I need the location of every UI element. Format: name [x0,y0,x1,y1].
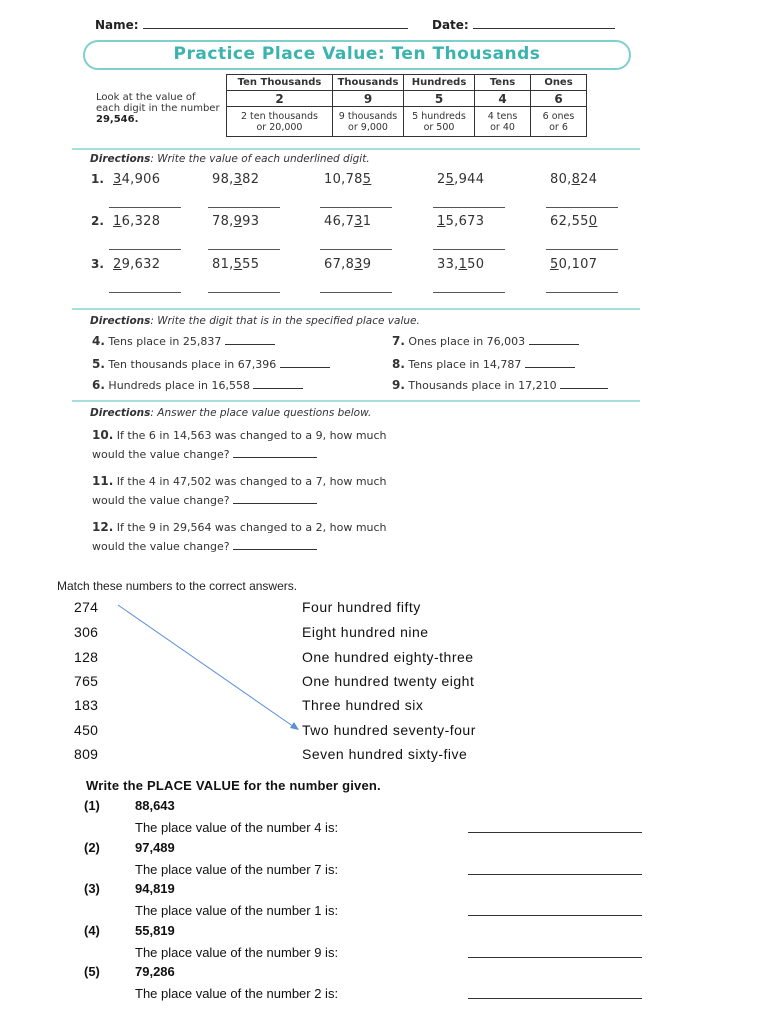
directions-text: : Answer the place value questions below. [150,407,372,419]
item-label: (1) [84,798,100,813]
match-number[interactable]: 274 [74,599,99,615]
table-header: Tens [475,75,531,91]
match-answer[interactable]: Three hundred six [302,697,424,713]
table-digit: 6 [531,91,587,107]
digits: ,944 [454,172,485,187]
underlined-digit: 1 [458,257,468,272]
question-number: 12. [92,520,114,534]
question-number: 7. [392,334,405,348]
question-text: Thousands place in 17,210 [408,379,557,392]
row-number: 1. [91,172,104,186]
table-digit: 5 [404,91,475,107]
explanation-line: 2 ten thousands [240,110,319,122]
explanation-line: or 40 [490,121,515,133]
table-header: Thousands [333,75,404,91]
digits: 4,906 [121,172,161,187]
match-number[interactable]: 765 [74,673,99,689]
question-text: Tens place in 25,837 [108,335,222,348]
question-number: 9. [392,378,405,392]
match-number[interactable]: 306 [74,624,99,640]
row-number: 2. [91,214,104,228]
underlined-digit: 1 [113,214,122,229]
answer-line[interactable] [468,998,642,999]
table-digit: 2 [227,91,333,107]
digits: 5,673 [445,214,485,229]
match-answer[interactable]: Seven hundred sixty-five [302,746,468,762]
answer-line[interactable] [468,832,642,833]
question-text: Ones place in 76,003 [408,335,526,348]
underlined-digit: 3 [354,214,363,229]
explanation-line: 6 ones [542,110,575,122]
digits: 78, [212,214,234,229]
question-number: 11. [92,474,114,488]
question-text: If the 4 in 47,502 was changed to a 7, how much [116,475,387,488]
match-number[interactable]: 128 [74,649,99,665]
match-arrow-line [118,605,297,729]
digits: 6,328 [121,214,161,229]
explanation-line: or 500 [423,121,455,133]
item-question: The place value of the number 9 is: [135,945,339,960]
digits: 98, [212,172,234,187]
intro-number: 29,546. [96,114,139,125]
underlined-digit: 3 [113,172,122,187]
question-text: would the value change? [92,448,230,461]
underlined-digit: 3 [233,172,243,187]
table-digit: 4 [475,91,531,107]
question-text: Tens place in 14,787 [408,358,522,371]
match-arrow-head [290,722,299,730]
item-label: (4) [84,923,100,938]
question-text: If the 9 in 29,564 was changed to a 2, how much [116,521,387,534]
question-text: Ten thousands place in 67,396 [108,358,277,371]
item-number: 88,643 [135,798,175,813]
explanation-line: or 20,000 [256,121,303,133]
digits: 24 [580,172,598,187]
underlined-digit: 1 [437,214,446,229]
underlined-digit: 9 [233,214,243,229]
underlined-digit: 5 [445,172,455,187]
question-text: would the value change? [92,494,230,507]
question-text: Hundreds place in 16,558 [108,379,250,392]
digits: 50 [467,257,485,272]
item-number: 55,819 [135,923,175,938]
directions-label: Directions [90,315,151,327]
match-answer[interactable]: One hundred twenty eight [302,673,475,689]
name-label: Name: [95,18,139,32]
digits: 82 [242,172,260,187]
question-number: 8. [392,357,405,371]
underlined-digit: 8 [571,172,581,187]
digits: 33, [437,257,459,272]
explanation-line: or 6 [549,121,568,133]
digits: 67,8 [324,257,355,272]
item-question: The place value of the number 2 is: [135,986,339,1001]
digits: 0,107 [558,257,598,272]
answer-line[interactable] [468,957,642,958]
worksheet-title: Practice Place Value: Ten Thousands [83,40,631,70]
date-label: Date: [432,18,469,32]
item-number: 97,489 [135,840,175,855]
digits: 46,7 [324,214,355,229]
digits: 2 [437,172,446,187]
match-number[interactable]: 183 [74,697,99,713]
digits: 81, [212,257,234,272]
place-value-title: Write the PLACE VALUE for the number given. [86,778,381,793]
match-number[interactable]: 809 [74,746,99,762]
match-answer[interactable]: Eight hundred nine [302,624,429,640]
row-number: 3. [91,257,104,271]
table-header: Hundreds [404,75,475,91]
table-header: Ten Thousands [227,75,333,91]
digits: 10,78 [324,172,363,187]
digits: 1 [362,214,372,229]
match-answer[interactable]: One hundred eighty-three [302,649,474,665]
item-label: (3) [84,881,100,896]
question-number: 5. [92,357,105,371]
digits: 93 [242,214,260,229]
digits: 62,55 [550,214,589,229]
explanation-line: 5 hundreds [412,110,466,122]
digits: 55 [242,257,260,272]
item-label: (2) [84,840,100,855]
underlined-digit: 2 [113,257,122,272]
directions-label: Directions [90,153,151,165]
question-number: 4. [92,334,105,348]
question-text: If the 6 in 14,563 was changed to a 9, how much [116,429,387,442]
table-digit: 9 [333,91,404,107]
underlined-digit: 3 [354,257,363,272]
question-text: would the value change? [92,540,230,553]
intro-sentence: Look at the value of each digit in the number [96,92,220,114]
item-number: 94,819 [135,881,175,896]
explanation-line: 9 thousands [338,110,398,122]
item-number: 79,286 [135,964,175,979]
underlined-digit: 5 [362,172,372,187]
match-answer[interactable]: Four hundred fifty [302,599,421,615]
directions-label: Directions [90,407,151,419]
answer-line[interactable] [468,915,642,916]
digits: 9 [362,257,372,272]
match-number[interactable]: 450 [74,722,99,738]
underlined-digit: 5 [233,257,243,272]
match-title: Match these numbers to the correct answers. [57,579,298,593]
underlined-digit: 5 [550,257,559,272]
item-question: The place value of the number 4 is: [135,820,339,835]
explanation-line: or 9,000 [348,121,388,133]
digits: 80, [550,172,572,187]
table-header: Ones [531,75,587,91]
match-answer[interactable]: Two hundred seventy-four [302,722,476,738]
answer-line[interactable] [468,874,642,875]
digits: 9,632 [121,257,161,272]
underlined-digit: 0 [588,214,598,229]
directions-text: : Write the digit that is in the specified place value. [150,315,420,327]
item-label: (5) [84,964,100,979]
explanation-line: 4 tens [487,110,518,122]
directions-text: : Write the value of each underlined digit. [150,153,370,165]
question-number: 10. [92,428,114,442]
item-question: The place value of the number 1 is: [135,903,339,918]
item-question: The place value of the number 7 is: [135,862,339,877]
question-number: 6. [92,378,105,392]
